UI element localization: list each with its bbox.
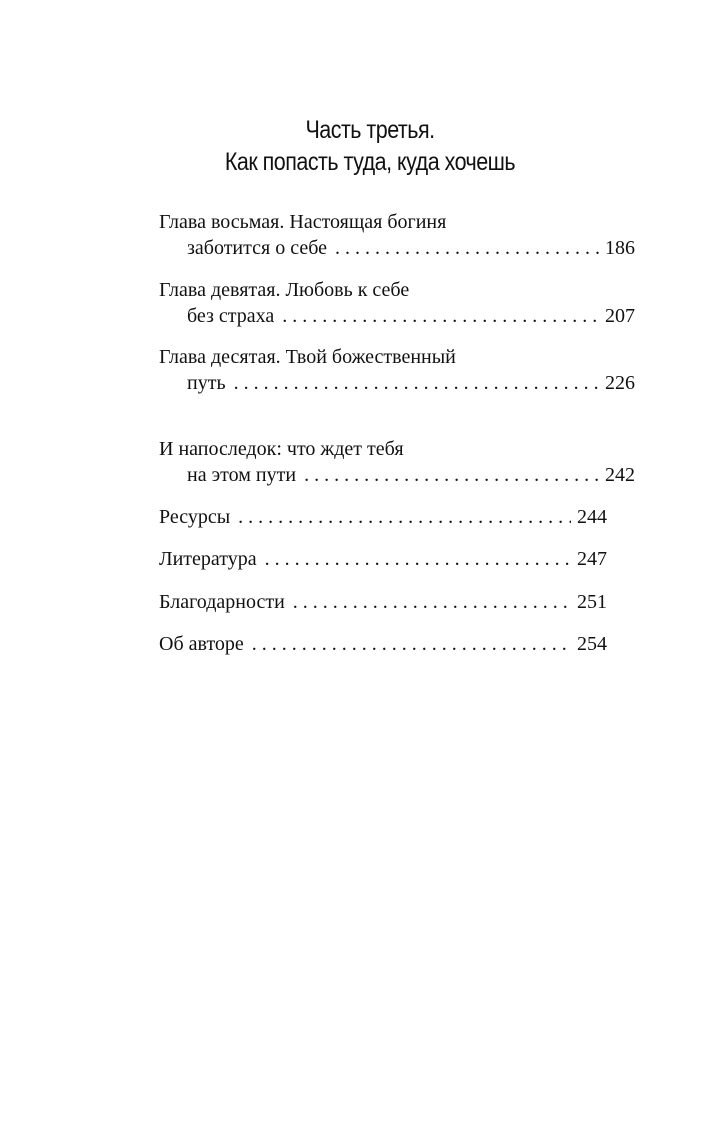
toc-entry-row[interactable] (159, 236, 635, 260)
dot-leader (265, 547, 571, 571)
toc-entry-row[interactable] (159, 304, 635, 328)
dot-leader (293, 590, 571, 614)
toc-entry-label: Литература (159, 548, 257, 570)
toc-entry-label: путь (187, 372, 226, 394)
toc-entry-label: на этом пути (187, 464, 297, 486)
dot-leader (234, 371, 599, 395)
toc-entry-title: Глава десятая. Твой божественный (159, 346, 456, 368)
toc-entry-label: Благодарности (159, 591, 285, 613)
toc-entry-label: без страха (187, 305, 275, 327)
toc-entry-row[interactable] (159, 632, 607, 656)
dot-leader (238, 505, 571, 529)
toc-entry-title: Глава восьмая. Настоящая богиня (159, 211, 447, 233)
toc-entry-row[interactable] (159, 590, 607, 614)
page-number: 247 (577, 548, 607, 570)
part-title: Часть третья. (305, 116, 435, 144)
page-number: 244 (577, 506, 607, 528)
dot-leader (252, 632, 571, 656)
toc-entry-row[interactable] (159, 371, 635, 395)
page-number: 251 (577, 591, 607, 613)
page-number: 226 (605, 372, 635, 394)
page-number: 207 (605, 305, 635, 327)
dot-leader (335, 236, 599, 260)
toc-entry-label: Об авторе (159, 633, 244, 655)
dot-leader (304, 463, 599, 487)
toc-entry-row[interactable] (159, 505, 607, 529)
toc-entry-label: Ресурсы (159, 506, 231, 528)
toc-entry-row[interactable] (159, 547, 607, 571)
page-number: 254 (577, 633, 607, 655)
page-number: 242 (605, 464, 635, 486)
part-subtitle: Как попасть туда, куда хочешь (224, 148, 516, 176)
toc-entry-title: Глава девятая. Любовь к себе (159, 279, 410, 301)
page-number: 186 (605, 237, 635, 259)
toc-entry-row[interactable] (159, 463, 635, 487)
toc-entry-label: заботится о себе (187, 237, 327, 259)
toc-entry-title: И напоследок: что ждет тебя (159, 438, 404, 460)
dot-leader (282, 304, 599, 328)
